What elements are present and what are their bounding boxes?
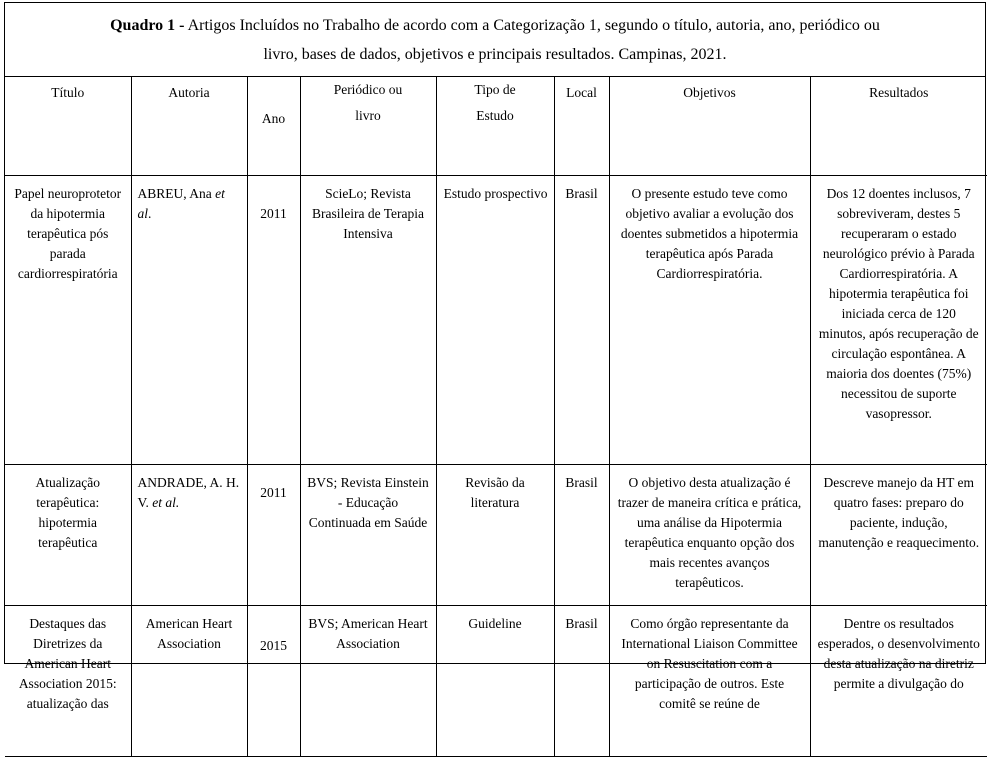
author-name: ANDRADE, A. H. V. bbox=[137, 475, 240, 510]
cell-autoria bbox=[131, 606, 247, 757]
articles-table bbox=[5, 77, 987, 757]
header-row bbox=[5, 77, 987, 176]
cell-tipo: Guideline bbox=[436, 606, 554, 757]
cell-autoria bbox=[131, 176, 247, 465]
author-etal: et al bbox=[137, 186, 225, 221]
author-etal: et al. bbox=[152, 495, 180, 510]
table-row bbox=[5, 176, 987, 465]
cell-periodico: ScieLo; Revista Brasileira de Terapia Intensiva bbox=[300, 176, 436, 465]
caption-line-1: Artigos Incluídos no Trabalho de acordo com a Categorização 1, segundo o título, autoria, ano, periódico ou bbox=[184, 17, 880, 34]
header-autoria: Autoria bbox=[131, 77, 247, 176]
cell-ano: 2015 bbox=[247, 606, 300, 757]
cell-resultados: Dos 12 doentes inclusos, 7 sobreviveram, destes 5 recuperaram o estado neurológico prévio à Parada Cardiorrespiratória. A hipotermia terapêutica foi iniciada cerca de 120 minutos, após recuperação de circulação espontânea. A maioria dos doentes (75%) necessitou de suporte vasopressor. bbox=[810, 176, 987, 465]
author-suffix: . bbox=[148, 206, 152, 221]
cell-local: Brasil bbox=[554, 606, 609, 757]
header-tipo-line2: Estudo bbox=[476, 108, 514, 123]
header-local: Local bbox=[554, 77, 609, 176]
header-periodico bbox=[300, 77, 436, 176]
header-resultados: Resultados bbox=[810, 77, 987, 176]
cell-titulo: Atualização terapêutica: hipotermia terapêutica bbox=[5, 465, 131, 606]
header-tipo-line1: Tipo de bbox=[474, 82, 516, 97]
table-row bbox=[5, 606, 987, 757]
author-name: American Heart Association bbox=[145, 616, 233, 651]
header-periodico-line2: livro bbox=[355, 108, 381, 123]
cell-ano: 2011 bbox=[247, 176, 300, 465]
header-periodico-line1: Periódico ou bbox=[333, 82, 403, 97]
cell-objetivos: Como órgão representante da International Liaison Committee on Resuscitation com a participação de outros. Este comitê se reúne de bbox=[609, 606, 810, 757]
cell-titulo: Destaques das Diretrizes da American Heart Association 2015: atualização das bbox=[5, 606, 131, 757]
table-row bbox=[5, 465, 987, 606]
header-titulo: Título bbox=[5, 77, 131, 176]
author-name: ABREU, Ana bbox=[137, 186, 212, 201]
cell-resultados: Descreve manejo da HT em quatro fases: preparo do paciente, indução, manutenção e reaquecimento. bbox=[810, 465, 987, 606]
table-caption bbox=[5, 3, 985, 77]
cell-tipo: Estudo prospectivo bbox=[436, 176, 554, 465]
cell-periodico: BVS; American Heart Association bbox=[300, 606, 436, 757]
caption-line-2: livro, bases de dados, objetivos e principais resultados. Campinas, 2021. bbox=[263, 46, 727, 63]
cell-titulo: Papel neuroprotetor da hipotermia terapêutica pós parada cardiorrespiratória bbox=[5, 176, 131, 465]
cell-local: Brasil bbox=[554, 465, 609, 606]
cell-resultados: Dentre os resultados esperados, o desenvolvimento desta atualização na diretriz permite a divulgação do bbox=[810, 606, 987, 757]
cell-objetivos: O presente estudo teve como objetivo avaliar a evolução dos doentes submetidos a hipotermia terapêutica após Parada Cardiorrespiratória. bbox=[609, 176, 810, 465]
header-ano: Ano bbox=[247, 77, 300, 176]
cell-objetivos: O objetivo desta atualização é trazer de maneira crítica e prática, uma análise da Hipotermia terapêutica enquanto opção dos mais recentes avanços terapêuticos. bbox=[609, 465, 810, 606]
cell-local: Brasil bbox=[554, 176, 609, 465]
cell-ano: 2011 bbox=[247, 465, 300, 606]
table-frame bbox=[4, 2, 986, 711]
header-objetivos: Objetivos bbox=[609, 77, 810, 176]
header-tipo bbox=[436, 77, 554, 176]
cell-tipo: Revisão da literatura bbox=[436, 465, 554, 606]
cell-periodico: BVS; Revista Einstein - Educação Continuada em Saúde bbox=[300, 465, 436, 606]
caption-label: Quadro 1 - bbox=[110, 17, 185, 34]
cell-autoria bbox=[131, 465, 247, 606]
